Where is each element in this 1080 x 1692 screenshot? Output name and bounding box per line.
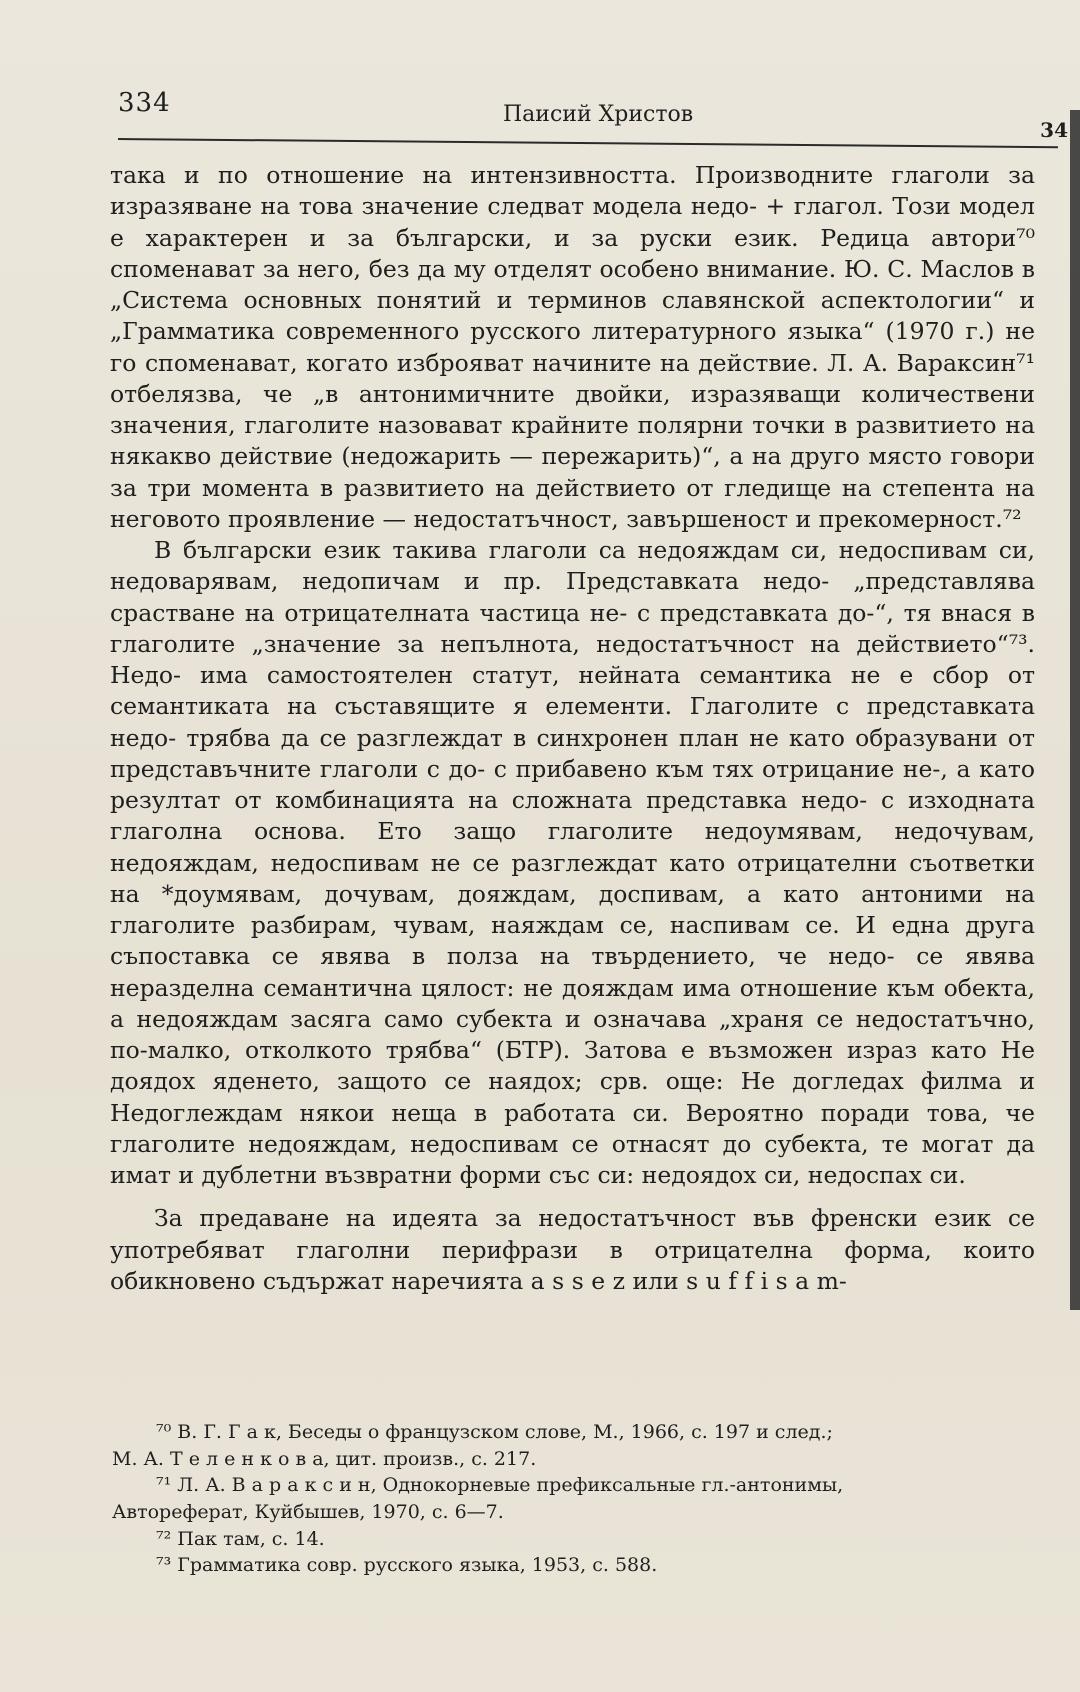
running-head: Паисий Христов [503, 102, 694, 127]
footnote-71: ⁷¹ Л. А. В а р а к с и н, Однокорневые префиксальные гл.-антонимы, [156, 1474, 844, 1497]
page-number: 334 [118, 88, 171, 118]
body-text [110, 160, 1035, 1297]
page-edge-shadow [1070, 110, 1080, 1310]
paragraph: За предаване на идеята за недостатъчност във френски език се употребяват глаголни перифрази в отрицателна форма, които обикновено съдържат наречията a s s e z или s u f f i s a m- [110, 1204, 1035, 1295]
paragraph: така и по отношение на интензивността. Производните глаголи за изразяване на това значение следват модела недо- + глагол. Този модел е характерен и за български, и за руски език. Редица автори⁷⁰ споменават за него, без да му отделят особено внимание. Ю. С. Маслов в „Система основных понятий и терминов славянской аспектологии“ и „Грамматика современного русского литературного языка“ (1970 г.) не го споменават, когато изброяват начините на действие. Л. А. Вараксин⁷¹ отбелязва, че „в антонимичните двойки, изразяващи количествени значения, глаголите назовават крайните полярни точки в развитието на някакво действие (недожарить — пережарить)“, а на друго място говори за три момента в развитието на действието от гледище на степента на неговото проявление — недостатъчност, завършеност и прекомерност.⁷² [110, 161, 1035, 533]
footnote-72: ⁷² Пак там, с. 14. [156, 1527, 325, 1550]
footnote-71-continued: Автореферат, Куйбышев, 1970, с. 6—7. [112, 1501, 504, 1524]
page-header [118, 82, 1068, 142]
footnotes [112, 1420, 1037, 1580]
adjacent-page-number: 34 [1040, 118, 1068, 142]
paragraph: В български език такива глаголи са недояждам си, недоспивам си, недоварявам, недопичам и пр. Представката недо- „представлява срастване на отрицателната частица не- с представката до-“, тя внася в глаголите „значение за непълнота, недостатъчност на действието“⁷³. Недо- има самостоятелен статут, нейната семантика не е сбор от семантиката на съставящите я елементи. Глаголите с представката недо- трябва да се разглеждат в синхронен план не като образувани от представъчните глаголи с до- с прибавено към тях отрицание не-, а като резултат от комбинацията на сложната представка недо- с изходната глаголна основа. Ето защо глаголите недоумявам, недочувам, недояждам, недоспивам не се разглеждат като отрицателни съответки на *доумявам, дочувам, дояждам, доспивам, а като антоними на глаголите разбирам, чувам, наяждам се, наспивам се. И една друга съпоставка се явява в полза на твърдението, че недо- се явява неразделна семантична цялост: не дояждам има отношение към обекта, а недояждам засяга само субекта и означава „храня се недостатъчно, по-малко, отколкото трябва“ (БТР). Затова е възможен израз като Не доядох яденето, защото се наядох; срв. още: Не догледах филма и Недоглеждам някои неща в работата си. Вероятно поради това, че глаголите недояждам, недоспивам се отнасят до субекта, те могат да имат и дублетни възвратни форми със си: недоядох си, недоспах си. [110, 536, 1035, 1189]
footnote-73: ⁷³ Грамматика совр. русского языка, 1953, с. 588. [156, 1554, 658, 1577]
footnote-70: ⁷⁰ В. Г. Г а к, Беседы о французском слове, М., 1966, с. 197 и след.; [156, 1421, 833, 1443]
footnote-70-continued: М. А. Т е л е н к о в а, цит. произв., с. 217. [112, 1447, 537, 1470]
